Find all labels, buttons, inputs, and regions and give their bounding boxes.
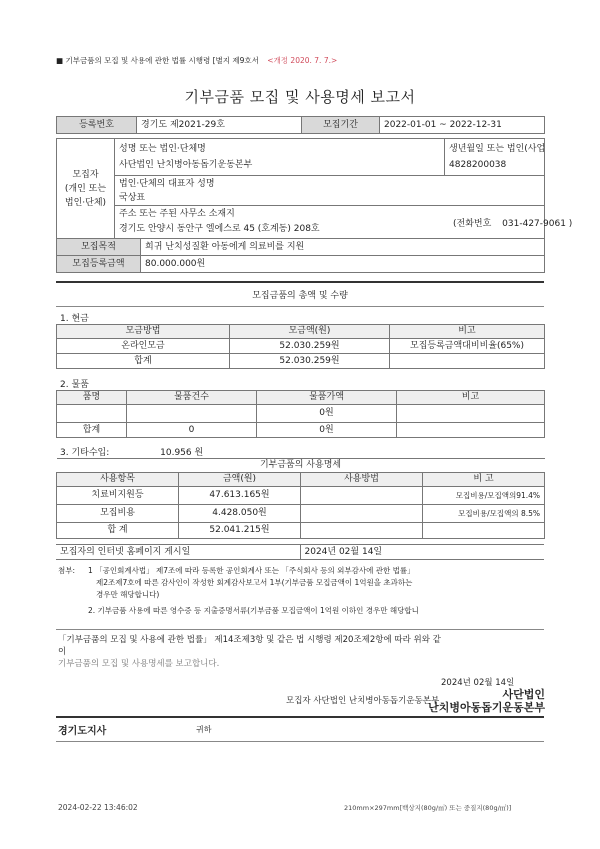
cash-title: 1. 현금 [60,314,89,324]
registration-number-label: 등록번호 [57,117,137,134]
cash-header-note: 비고 [390,325,545,339]
collector-addr-cell [115,206,573,239]
org-value: 사단법인 난치병아동돕기운동본부 [119,160,253,170]
website-value: 2024년 02월 14일 [300,545,544,560]
goods-header-value: 물품가액 [257,391,397,405]
purpose-label: 모집목적 [57,239,141,256]
usage-title: 기부금품의 사용명세 [57,459,545,473]
usage-table [56,458,545,539]
cash-header-amount: 모금액(원) [230,325,390,339]
attachments: 첨부: 1 「공인회계사법」 제7조에 따라 등록한 공인회계사 또는 「주식회사 등의 외부감사에 관한 법률」 제2조제7호에 따른 감사인이 작성한 회계감사보고서 1부(기부금품 모집금액이 1억원을 초과하는 경우만 해당합니다) 2. 기부금품 사용에 따른 영수증 등 지출증명서류(기부금품 모집금액이 1억원 이하인 경우만 해당합니 [58,566,419,615]
cash-total-row: 합계 52.030.259원 [57,354,545,369]
goods-table [56,390,545,438]
phone-label: (전화번호 [453,219,492,229]
purpose-value: 희귀 난치성질환 아동에게 의료비를 지원 [141,239,545,256]
other-income [60,445,203,458]
totals-title: 모집금품의 총액 및 수량 [252,291,348,301]
collector-label: 모집자 (개인 또는 법인·단체) [57,139,115,239]
usage-header-method: 사용방법 [301,473,423,487]
goods-header-name: 품명 [57,391,127,405]
collector-birth-cell [445,139,545,176]
footer-timestamp: 2024-02-22 13:46:02 [58,803,138,812]
goods-title: 2. 물품 [60,380,89,390]
table-row: 모집비용 4.428.050원 모집비용/모집액의 8.5% [57,505,545,523]
attachments-label: 첨부: [58,566,76,575]
cash-table [56,324,545,369]
revision-note: <개정 2020. 7. 7.> [267,56,338,65]
org-label: 성명 또는 법인·단체명 [119,144,206,154]
table-row: 치료비지원등 47.613.165원 모집비용/모집액의91.4% [57,487,545,505]
birth-value: 4828200038 [449,160,507,170]
goods-header-note: 비고 [397,391,545,405]
footer-paper-spec: 210mm×297mm[백상지(80g/㎡) 또는 중질지(80g/㎡)] [344,804,512,812]
usage-header-amount: 금액(원) [179,473,301,487]
registration-number-value: 경기도 제2021-29호 [137,117,302,134]
form-label: ■ 기부금품의 모집 및 사용에 관한 법률 시행령 [별지 제9호서 <개정 2020. 7. 7.> [56,56,338,65]
statement: 「기부금품의 모집 및 사용에 관한 법률」 제14조제3항 및 같은 법 시행령 제20조제2항에 따라 위와 같 이 기부금품의 모집 및 사용명세를 보고합니다. [58,635,441,669]
target-label: 모집등록금액 [57,256,141,273]
rep-label: 법인·단체의 대표자 성명 [119,178,215,189]
period-label: 모집기간 [302,117,380,134]
target-value: 80.000.000원 [141,256,545,273]
collector-org-cell [115,139,445,176]
usage-header-note: 비 고 [423,473,545,487]
usage-total-row: 합 계 52.041.215원 [57,523,545,539]
phone-value: 031-427-9061 ) [502,219,573,229]
collector-table [56,138,573,239]
other-income-value: 10.956 원 [160,448,204,458]
page-title: 기부금품 모집 및 사용명세 보고서 [184,88,416,106]
goods-header-count: 물품건수 [127,391,257,405]
usage-header-item: 사용항목 [57,473,179,487]
recipient-suffix: 귀하 [196,725,212,734]
birth-label: 생년월일 또는 법인(사업 [449,144,546,154]
table-row: 온라인모금 52.030.259원 모집등록금액대비비율(65%) [57,339,545,354]
table-row: 0원 [57,405,545,423]
rep-value: 국상표 [119,192,146,203]
recipient-name: 경기도지사 [58,726,107,737]
goods-total-row: 합계 0 0원 [57,423,545,438]
attachment-item-1: 1 「공인회계사법」 제7조에 따라 등록한 공인회계사 또는 「주식회사 등의 외부감사에 관한 법률」 [88,566,415,575]
period-value: 2022-01-01 ~ 2022-12-31 [380,117,545,134]
signer-label: 모집자 사단법인 난치병아동돕기운동본부 [286,696,440,706]
addr-value: 경기도 안양시 동안구 엘에스로 45 (호계동) 208호 [119,224,320,234]
website-table [56,544,544,560]
website-label: 모집자의 인터넷 홈페이지 게시일 [56,545,300,560]
purpose-table [56,238,545,273]
addr-label: 주소 또는 주된 사무소 소재지 [119,209,235,219]
report-date: 2024년 02월 14일 [441,678,515,688]
attachment-item-2: 2. 기부금품 사용에 따른 영수증 등 지출증명서류(기부금품 모집금액이 1억원 이하인 경우만 해당합니 [88,606,419,615]
registration-table [56,116,545,134]
other-income-label: 3. 기타수입: [60,448,110,458]
seal-stamp: 사단법인 난치병아동돕기운동본부 [428,688,545,714]
cash-header-method: 모금방법 [57,325,230,339]
collector-rep-cell [115,176,545,206]
